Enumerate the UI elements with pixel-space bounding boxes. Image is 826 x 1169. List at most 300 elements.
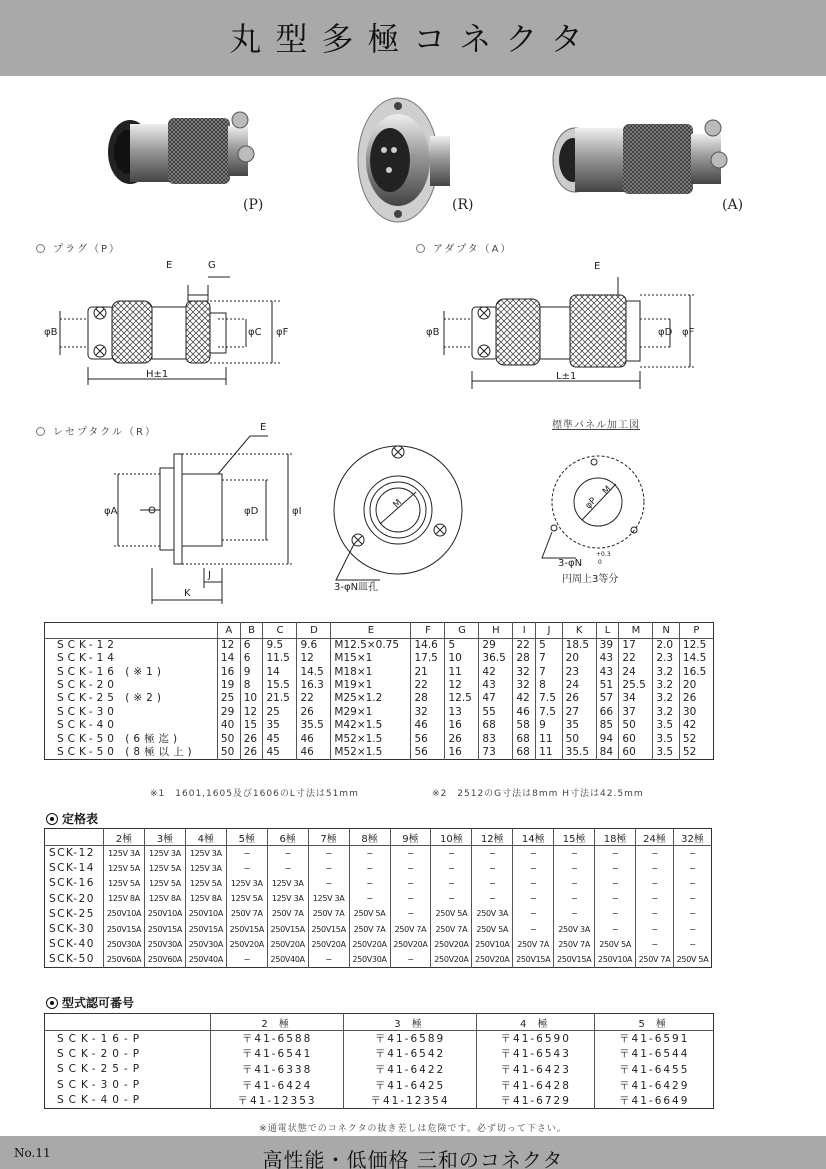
table-cell: 13	[445, 706, 479, 719]
adapter-label-b: φB	[426, 327, 440, 338]
dimension-note-2: ※2 2512のG寸法は8mm H寸法は42.5mm	[432, 789, 644, 799]
table-cell: 46	[411, 719, 445, 732]
receptacle-label-m: M	[391, 497, 405, 511]
column-header: F	[411, 623, 445, 639]
plug-drawing	[40, 255, 310, 395]
table-cell: 7.5	[536, 692, 563, 705]
table-cell: −	[308, 952, 349, 967]
table-cell: −	[513, 921, 554, 936]
column-header: H	[479, 623, 513, 639]
column-header: 8極	[349, 829, 390, 846]
table-cell: −	[595, 906, 636, 921]
table-cell: −	[226, 846, 267, 861]
table-cell: −	[226, 952, 267, 967]
column-header: 7極	[308, 829, 349, 846]
dimension-row	[45, 732, 714, 745]
table-cell: 18.5	[562, 639, 596, 653]
rating-row	[45, 952, 712, 967]
table-cell: 250V30A	[104, 937, 145, 952]
table-cell: −	[636, 861, 674, 876]
rating-row	[45, 937, 712, 952]
column-header: K	[562, 623, 596, 639]
table-cell: −	[595, 861, 636, 876]
table-cell: 66	[596, 706, 619, 719]
table-cell: 21.5	[263, 692, 297, 705]
table-cell: 12	[240, 706, 263, 719]
column-header: 3極	[144, 829, 185, 846]
table-cell: 250V60A	[104, 952, 145, 967]
table-cell: 32	[513, 665, 536, 678]
row-label: SCK-12	[49, 847, 95, 860]
table-cell: 30	[679, 706, 713, 719]
bullet-dot-icon	[46, 997, 58, 1009]
table-cell: −	[308, 846, 349, 861]
table-cell: 47	[479, 692, 513, 705]
table-cell: 250V20A	[308, 937, 349, 952]
column-header: 6極	[267, 829, 308, 846]
table-cell: 43	[479, 679, 513, 692]
column-header: E	[331, 623, 411, 639]
table-cell: 28	[411, 692, 445, 705]
warning-note: ※通電状態でのコネクタの抜き差しは危険です。必ず切って下さい。	[259, 1124, 567, 1134]
column-header: M	[619, 623, 653, 639]
rating-table	[44, 828, 712, 968]
row-label: SCK-40	[57, 719, 118, 732]
table-cell: −	[674, 891, 712, 906]
table-cell: 37	[619, 706, 653, 719]
header-band	[0, 0, 826, 76]
column-header: I	[513, 623, 536, 639]
column-header: 10極	[431, 829, 472, 846]
table-cell: 125V 8A	[144, 891, 185, 906]
table-cell: −	[554, 906, 595, 921]
table-cell: 17.5	[411, 652, 445, 665]
table-cell: M42×1.5	[331, 719, 411, 732]
table-cell: 250V20A	[267, 937, 308, 952]
row-label: SCK-14	[57, 652, 118, 665]
adapter-photo-label: (A)	[722, 197, 744, 213]
column-header: D	[297, 623, 331, 639]
dimension-table	[44, 622, 714, 760]
table-cell: −	[472, 876, 513, 891]
table-cell: 22	[297, 692, 331, 705]
circle-bullet-icon	[36, 244, 45, 253]
panel-label-n: 3-φN	[558, 558, 583, 569]
dimension-row	[45, 692, 714, 705]
table-cell: 3.2	[653, 706, 680, 719]
table-cell: −	[390, 952, 431, 967]
table-cell: 29	[217, 706, 240, 719]
table-cell: 23	[562, 665, 596, 678]
table-cell: 125V 3A	[104, 846, 145, 861]
table-cell: 250V 3A	[472, 906, 513, 921]
table-cell: 14.6	[411, 639, 445, 653]
receptacle-label-i: φI	[292, 506, 302, 517]
row-label: SCK-50 (6極迄)	[57, 732, 182, 745]
rating-row	[45, 846, 712, 861]
column-header: L	[596, 623, 619, 639]
row-label: SCK-30-P	[57, 1079, 145, 1092]
table-cell: 26	[297, 706, 331, 719]
table-cell: 250V10A	[104, 906, 145, 921]
table-cell: 125V 3A	[226, 876, 267, 891]
table-cell: 3.2	[653, 665, 680, 678]
page-title: 丸型多極コネクタ	[229, 20, 597, 58]
table-cell: 73	[479, 746, 513, 760]
table-cell: 125V 5A	[144, 876, 185, 891]
table-cell: 250V15A	[513, 952, 554, 967]
table-cell: 16.3	[297, 679, 331, 692]
table-cell: −	[431, 891, 472, 906]
adapter-label-e: E	[594, 261, 601, 272]
approval-table	[44, 1013, 714, 1109]
table-cell: 9	[536, 719, 563, 732]
table-cell: 125V 5A	[104, 876, 145, 891]
adapter-label-l: L±1	[556, 371, 577, 382]
table-cell: −	[674, 846, 712, 861]
table-cell: 250V 5A	[595, 937, 636, 952]
table-cell: 125V 3A	[267, 876, 308, 891]
column-header: 2極	[104, 829, 145, 846]
adapter-caption	[416, 240, 512, 255]
table-cell: 35	[562, 719, 596, 732]
table-cell: 〒41-6589	[344, 1031, 477, 1047]
column-header	[45, 1014, 211, 1031]
table-cell: 250V 7A	[431, 921, 472, 936]
table-cell: 250V20A	[431, 952, 472, 967]
table-cell: 35.5	[297, 719, 331, 732]
row-label: SCK-30	[49, 923, 95, 936]
column-header: 5極	[226, 829, 267, 846]
row-label: SCK-20	[49, 892, 95, 905]
table-cell: 8	[536, 679, 563, 692]
table-cell: −	[513, 861, 554, 876]
table-cell: 43	[596, 652, 619, 665]
table-cell: 125V 5A	[144, 861, 185, 876]
table-cell: 250V 7A	[513, 937, 554, 952]
table-cell: 250V15A	[185, 921, 226, 936]
table-cell: −	[554, 861, 595, 876]
table-cell: 7	[536, 665, 563, 678]
dimension-row	[45, 652, 714, 665]
table-cell: 51	[596, 679, 619, 692]
table-cell: 22	[513, 639, 536, 653]
table-cell: 〒41-6588	[211, 1031, 344, 1047]
table-cell: 250V 7A	[554, 937, 595, 952]
table-cell: 26	[240, 732, 263, 745]
column-header: A	[217, 623, 240, 639]
table-cell: M15×1	[331, 652, 411, 665]
table-cell: 6	[240, 652, 263, 665]
rating-row	[45, 891, 712, 906]
table-cell: 〒41-6649	[595, 1093, 714, 1109]
table-cell: 25	[263, 706, 297, 719]
table-cell: 26	[679, 692, 713, 705]
table-cell: 12	[445, 679, 479, 692]
table-cell: −	[636, 906, 674, 921]
table-cell: 42	[679, 719, 713, 732]
table-cell: 11.5	[263, 652, 297, 665]
table-cell: 60	[619, 746, 653, 760]
table-cell: 7.5	[536, 706, 563, 719]
table-cell: −	[472, 861, 513, 876]
table-cell: −	[513, 846, 554, 861]
rating-row	[45, 861, 712, 876]
table-cell: −	[472, 891, 513, 906]
table-cell: 20	[562, 652, 596, 665]
table-cell: 29	[479, 639, 513, 653]
column-header: G	[445, 623, 479, 639]
table-cell: 2.3	[653, 652, 680, 665]
column-header: B	[240, 623, 263, 639]
row-label: SCK-50 (8極以上)	[57, 745, 196, 758]
table-cell: 125V 8A	[104, 891, 145, 906]
table-cell: 55	[479, 706, 513, 719]
table-cell: 22	[619, 652, 653, 665]
row-label: SCK-16 (※1)	[57, 665, 165, 678]
receptacle-label-a: φA	[104, 506, 118, 517]
table-cell: −	[554, 846, 595, 861]
column-header	[45, 829, 104, 846]
rating-table-head	[45, 829, 712, 846]
table-cell: 〒41-6429	[595, 1077, 714, 1093]
table-cell: 10	[240, 692, 263, 705]
table-cell: 16	[445, 746, 479, 760]
rating-row	[45, 906, 712, 921]
table-cell: −	[226, 861, 267, 876]
table-cell: −	[674, 876, 712, 891]
table-cell: 52	[679, 732, 713, 745]
plug-caption-text: プラグ（P）	[53, 244, 122, 255]
circle-bullet-icon	[36, 427, 45, 436]
row-label: SCK-25	[49, 907, 95, 920]
table-cell: −	[636, 891, 674, 906]
table-cell: 14.5	[679, 652, 713, 665]
table-cell: −	[308, 861, 349, 876]
table-cell: 50	[217, 732, 240, 745]
table-cell: 68	[513, 746, 536, 760]
table-cell: 46	[297, 732, 331, 745]
footer-tagline: 高性能・低価格 三和のコネクタ	[262, 1148, 564, 1169]
plug-photo-label: (P)	[243, 197, 264, 213]
table-cell: 125V 5A	[104, 861, 145, 876]
dimension-row	[45, 719, 714, 732]
adapter-drawing	[420, 255, 710, 395]
table-cell: 26	[445, 732, 479, 745]
table-cell: 36.5	[479, 652, 513, 665]
adapter-photo	[545, 112, 745, 202]
table-cell: −	[390, 861, 431, 876]
table-cell: −	[554, 876, 595, 891]
table-cell: −	[308, 876, 349, 891]
approval-row	[45, 1093, 714, 1109]
table-cell: M25×1.2	[331, 692, 411, 705]
table-cell: 〒41-6544	[595, 1046, 714, 1062]
table-cell: 32	[513, 679, 536, 692]
table-cell: 3.5	[653, 719, 680, 732]
table-cell: −	[674, 921, 712, 936]
table-cell: −	[636, 937, 674, 952]
table-cell: −	[390, 891, 431, 906]
table-cell: 56	[411, 732, 445, 745]
table-cell: 42	[513, 692, 536, 705]
table-cell: −	[674, 906, 712, 921]
table-cell: 11	[536, 746, 563, 760]
table-cell: 32	[411, 706, 445, 719]
table-cell: 250V 5A	[472, 921, 513, 936]
table-cell: 45	[263, 746, 297, 760]
table-cell: 250V40A	[267, 952, 308, 967]
table-cell: −	[390, 906, 431, 921]
table-cell: 250V 7A	[390, 921, 431, 936]
table-cell: −	[267, 861, 308, 876]
page-number: No.11	[14, 1146, 51, 1160]
table-cell: −	[636, 876, 674, 891]
table-cell: 15.5	[263, 679, 297, 692]
bullet-dot-icon	[46, 813, 58, 825]
row-label: SCK-20-P	[57, 1047, 145, 1060]
table-cell: 16	[217, 665, 240, 678]
approval-row	[45, 1046, 714, 1062]
table-cell: −	[674, 861, 712, 876]
table-cell: 250V40A	[185, 952, 226, 967]
adapter-label-f: φF	[682, 327, 695, 338]
table-cell: 28	[513, 652, 536, 665]
dimension-row	[45, 639, 714, 653]
table-cell: 2.0	[653, 639, 680, 653]
table-cell: 58	[513, 719, 536, 732]
table-cell: 68	[513, 732, 536, 745]
panel-tol-upper: +0.3	[596, 551, 611, 558]
table-cell: 34	[619, 692, 653, 705]
table-cell: 57	[596, 692, 619, 705]
table-cell: 17	[619, 639, 653, 653]
table-cell: 125V 5A	[185, 876, 226, 891]
table-cell: 125V 3A	[267, 891, 308, 906]
column-header: 9極	[390, 829, 431, 846]
table-cell: 14	[263, 665, 297, 678]
table-cell: 84	[596, 746, 619, 760]
column-header	[45, 623, 218, 639]
table-cell: 125V 3A	[185, 861, 226, 876]
table-cell: 250V 5A	[674, 952, 712, 967]
table-cell: 14.5	[297, 665, 331, 678]
table-cell: 21	[411, 665, 445, 678]
table-cell: 9	[240, 665, 263, 678]
table-cell: −	[595, 846, 636, 861]
dimension-row	[45, 706, 714, 719]
table-cell: 19	[217, 679, 240, 692]
table-cell: 250V20A	[390, 937, 431, 952]
approval-row	[45, 1062, 714, 1078]
column-header: 5 極	[595, 1014, 714, 1031]
approval-section-title	[46, 994, 134, 1011]
table-cell: 3.2	[653, 692, 680, 705]
footer-band	[0, 1136, 826, 1169]
table-cell: M52×1.5	[331, 732, 411, 745]
table-cell: 3.2	[653, 679, 680, 692]
table-cell: 11	[445, 665, 479, 678]
column-header: 14極	[513, 829, 554, 846]
table-cell: 6	[240, 639, 263, 653]
table-cell: 125V 8A	[185, 891, 226, 906]
row-label: SCK-20	[57, 678, 118, 691]
panel-circle-note: 円周上3等分	[562, 574, 619, 585]
table-cell: M52×1.5	[331, 746, 411, 760]
table-cell: 12.5	[445, 692, 479, 705]
adapter-label-d: φD	[658, 327, 673, 338]
row-label: SCK-30	[57, 705, 118, 718]
dimension-table-body	[45, 639, 714, 760]
table-cell: 〒41-6425	[344, 1077, 477, 1093]
table-cell: 250V60A	[144, 952, 185, 967]
adapter-caption-text: アダプタ（A）	[433, 244, 513, 255]
table-cell: M12.5×0.75	[331, 639, 411, 653]
table-cell: 250V10A	[144, 906, 185, 921]
table-cell: 〒41-6338	[211, 1062, 344, 1078]
table-cell: −	[636, 921, 674, 936]
table-cell: 52	[679, 746, 713, 760]
column-header: 12極	[472, 829, 513, 846]
table-cell: 56	[411, 746, 445, 760]
row-label: SCK-16-P	[57, 1032, 145, 1045]
table-cell: 5	[445, 639, 479, 653]
table-cell: 125V 3A	[144, 846, 185, 861]
dimension-row	[45, 746, 714, 760]
table-cell: 83	[479, 732, 513, 745]
table-cell: −	[636, 846, 674, 861]
receptacle-label-k: K	[184, 588, 191, 599]
column-header: 18極	[595, 829, 636, 846]
table-cell: 24	[562, 679, 596, 692]
table-cell: −	[390, 876, 431, 891]
table-cell: −	[472, 846, 513, 861]
table-cell: −	[267, 846, 308, 861]
rating-table-body	[45, 846, 712, 968]
receptacle-label-d: φD	[244, 506, 259, 517]
table-cell: 250V15A	[554, 952, 595, 967]
table-cell: −	[674, 937, 712, 952]
table-cell: M18×1	[331, 665, 411, 678]
plug-label-h: H±1	[146, 369, 169, 380]
table-cell: −	[349, 861, 390, 876]
table-cell: 25.5	[619, 679, 653, 692]
receptacle-photo-label: (R)	[452, 197, 474, 213]
receptacle-front-drawing	[320, 440, 480, 600]
table-cell: −	[349, 846, 390, 861]
table-cell: 3.5	[653, 746, 680, 760]
table-cell: −	[595, 876, 636, 891]
table-cell: 24	[619, 665, 653, 678]
table-cell: 60	[619, 732, 653, 745]
row-label: SCK-50	[49, 953, 95, 966]
table-cell: 22	[411, 679, 445, 692]
table-cell: 43	[596, 665, 619, 678]
table-cell: 250V20A	[431, 937, 472, 952]
column-header: N	[653, 623, 680, 639]
panel-drawing	[520, 440, 670, 590]
table-cell: 39	[596, 639, 619, 653]
table-cell: 〒41-6455	[595, 1062, 714, 1078]
table-cell: 〒41-6428	[476, 1077, 595, 1093]
table-cell: 250V 7A	[349, 921, 390, 936]
row-label: SCK-25 (※2)	[57, 692, 165, 705]
column-header: 32極	[674, 829, 712, 846]
table-cell: 250V10A	[185, 906, 226, 921]
table-cell: 125V 5A	[226, 891, 267, 906]
column-header: P	[679, 623, 713, 639]
table-cell: 〒41-6729	[476, 1093, 595, 1109]
